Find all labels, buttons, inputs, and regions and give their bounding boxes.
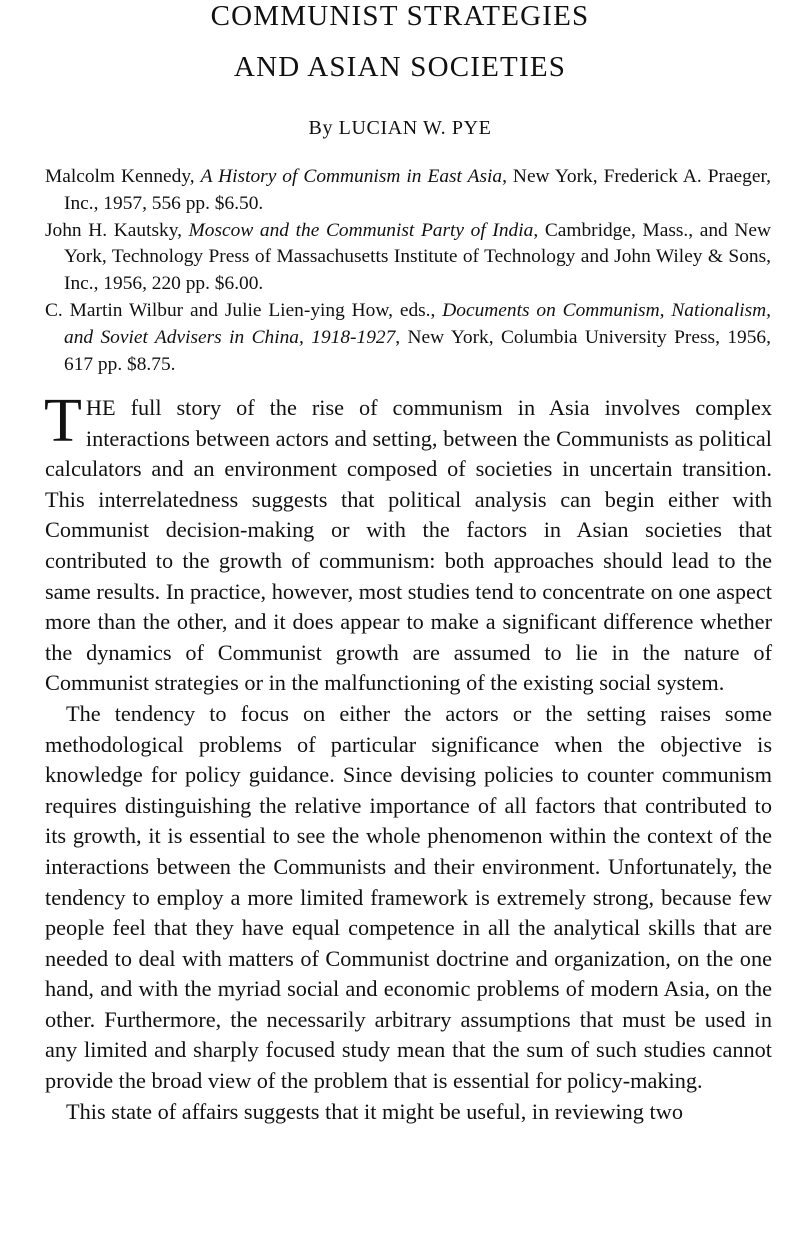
body-paragraph-1 [44,387,772,699]
paragraph-text: HE full story of the rise of communism in Asia involves complex interactions between actors and setting, between the Communists as political calculators and an environment composed of societies in uncertain transition. This interrelatedness suggests that political analysis can begin either with Communist decision-making or with the factors in Asian societies that contributed to the growth of communism: both approaches should lead to the same results. In practice, however, most studies tend to concentrate on one aspect more than the other, and it does appear to make a significant difference whether the dynamics of Communist growth are assumed to lie in the nature of Communist strategies or in the malfunctioning of the existing social system. [45,395,772,696]
reviewed-work-title: A History of Communism in East Asia [200,166,503,187]
body-paragraph-3: This state of affairs suggests that it might be useful, in reviewing two [66,1098,683,1124]
author-byline: By LUCIAN W. PYE [308,117,492,139]
reviewed-work-author: John H. Kautsky, [45,219,189,241]
article-title-line-1: COMMUNIST STRATEGIES [210,0,590,32]
reviewed-work-details: , Cambridge, Mass., and New York, Technology Press of Massachusetts Institute of Technology and John Wiley & Sons, Inc., 1956, 220 pp. $6.00. [64,219,771,295]
reviewed-work-author: Malcolm Kennedy, [45,166,201,187]
reviewed-works-list [45,164,771,378]
reviewed-work-author: C. Martin Wilbur and Julie Lien-ying How, eds., [45,299,443,321]
reviewed-work-2 [45,218,771,298]
body-paragraph-2: The tendency to focus on either the actors or the setting raises some methodological problems of particular significance when the objective is knowledge for policy guidance. Since devising policies to counter communism requires distinguishing the relative importance of all factors that contributed to its growth, it is essential to see the whole phenomenon within the context of the interactions between the Communists and their environment. Unfortunately, the tendency to employ a more limited framework is extremely strong, because few people feel that they have equal competence in all the analytical skills that are needed to deal with matters of Communist doctrine and organization, on the one hand, and with the myriad social and economic problems of modern Asia, on the other. Furthermore, the necessarily arbitrary assumptions that must be used in any limited and sharply focused study mean that the sum of such studies cannot provide the broad view of the problem that is essential for policy-making. [45,700,772,1094]
drop-cap: T [44,387,82,455]
reviewed-work-details: , New York, Frederick A. Praeger, Inc., 1957, 556 pp. $6.50. [64,166,771,214]
reviewed-work-1 [45,164,771,218]
article-body [44,387,772,1127]
reviewed-work-details: , New York, Columbia University Press, 1956, 617 pp. $8.75. [64,326,771,375]
reviewed-work-title: Documents on Communism, Nationalism, and Soviet Advisers in China, 1918-1927 [64,299,771,348]
article-title-line-2: AND ASIAN SOCIETIES [233,51,567,83]
reviewed-work-title: Moscow and the Communist Party of India [188,219,534,241]
reviewed-work-3 [45,298,771,378]
